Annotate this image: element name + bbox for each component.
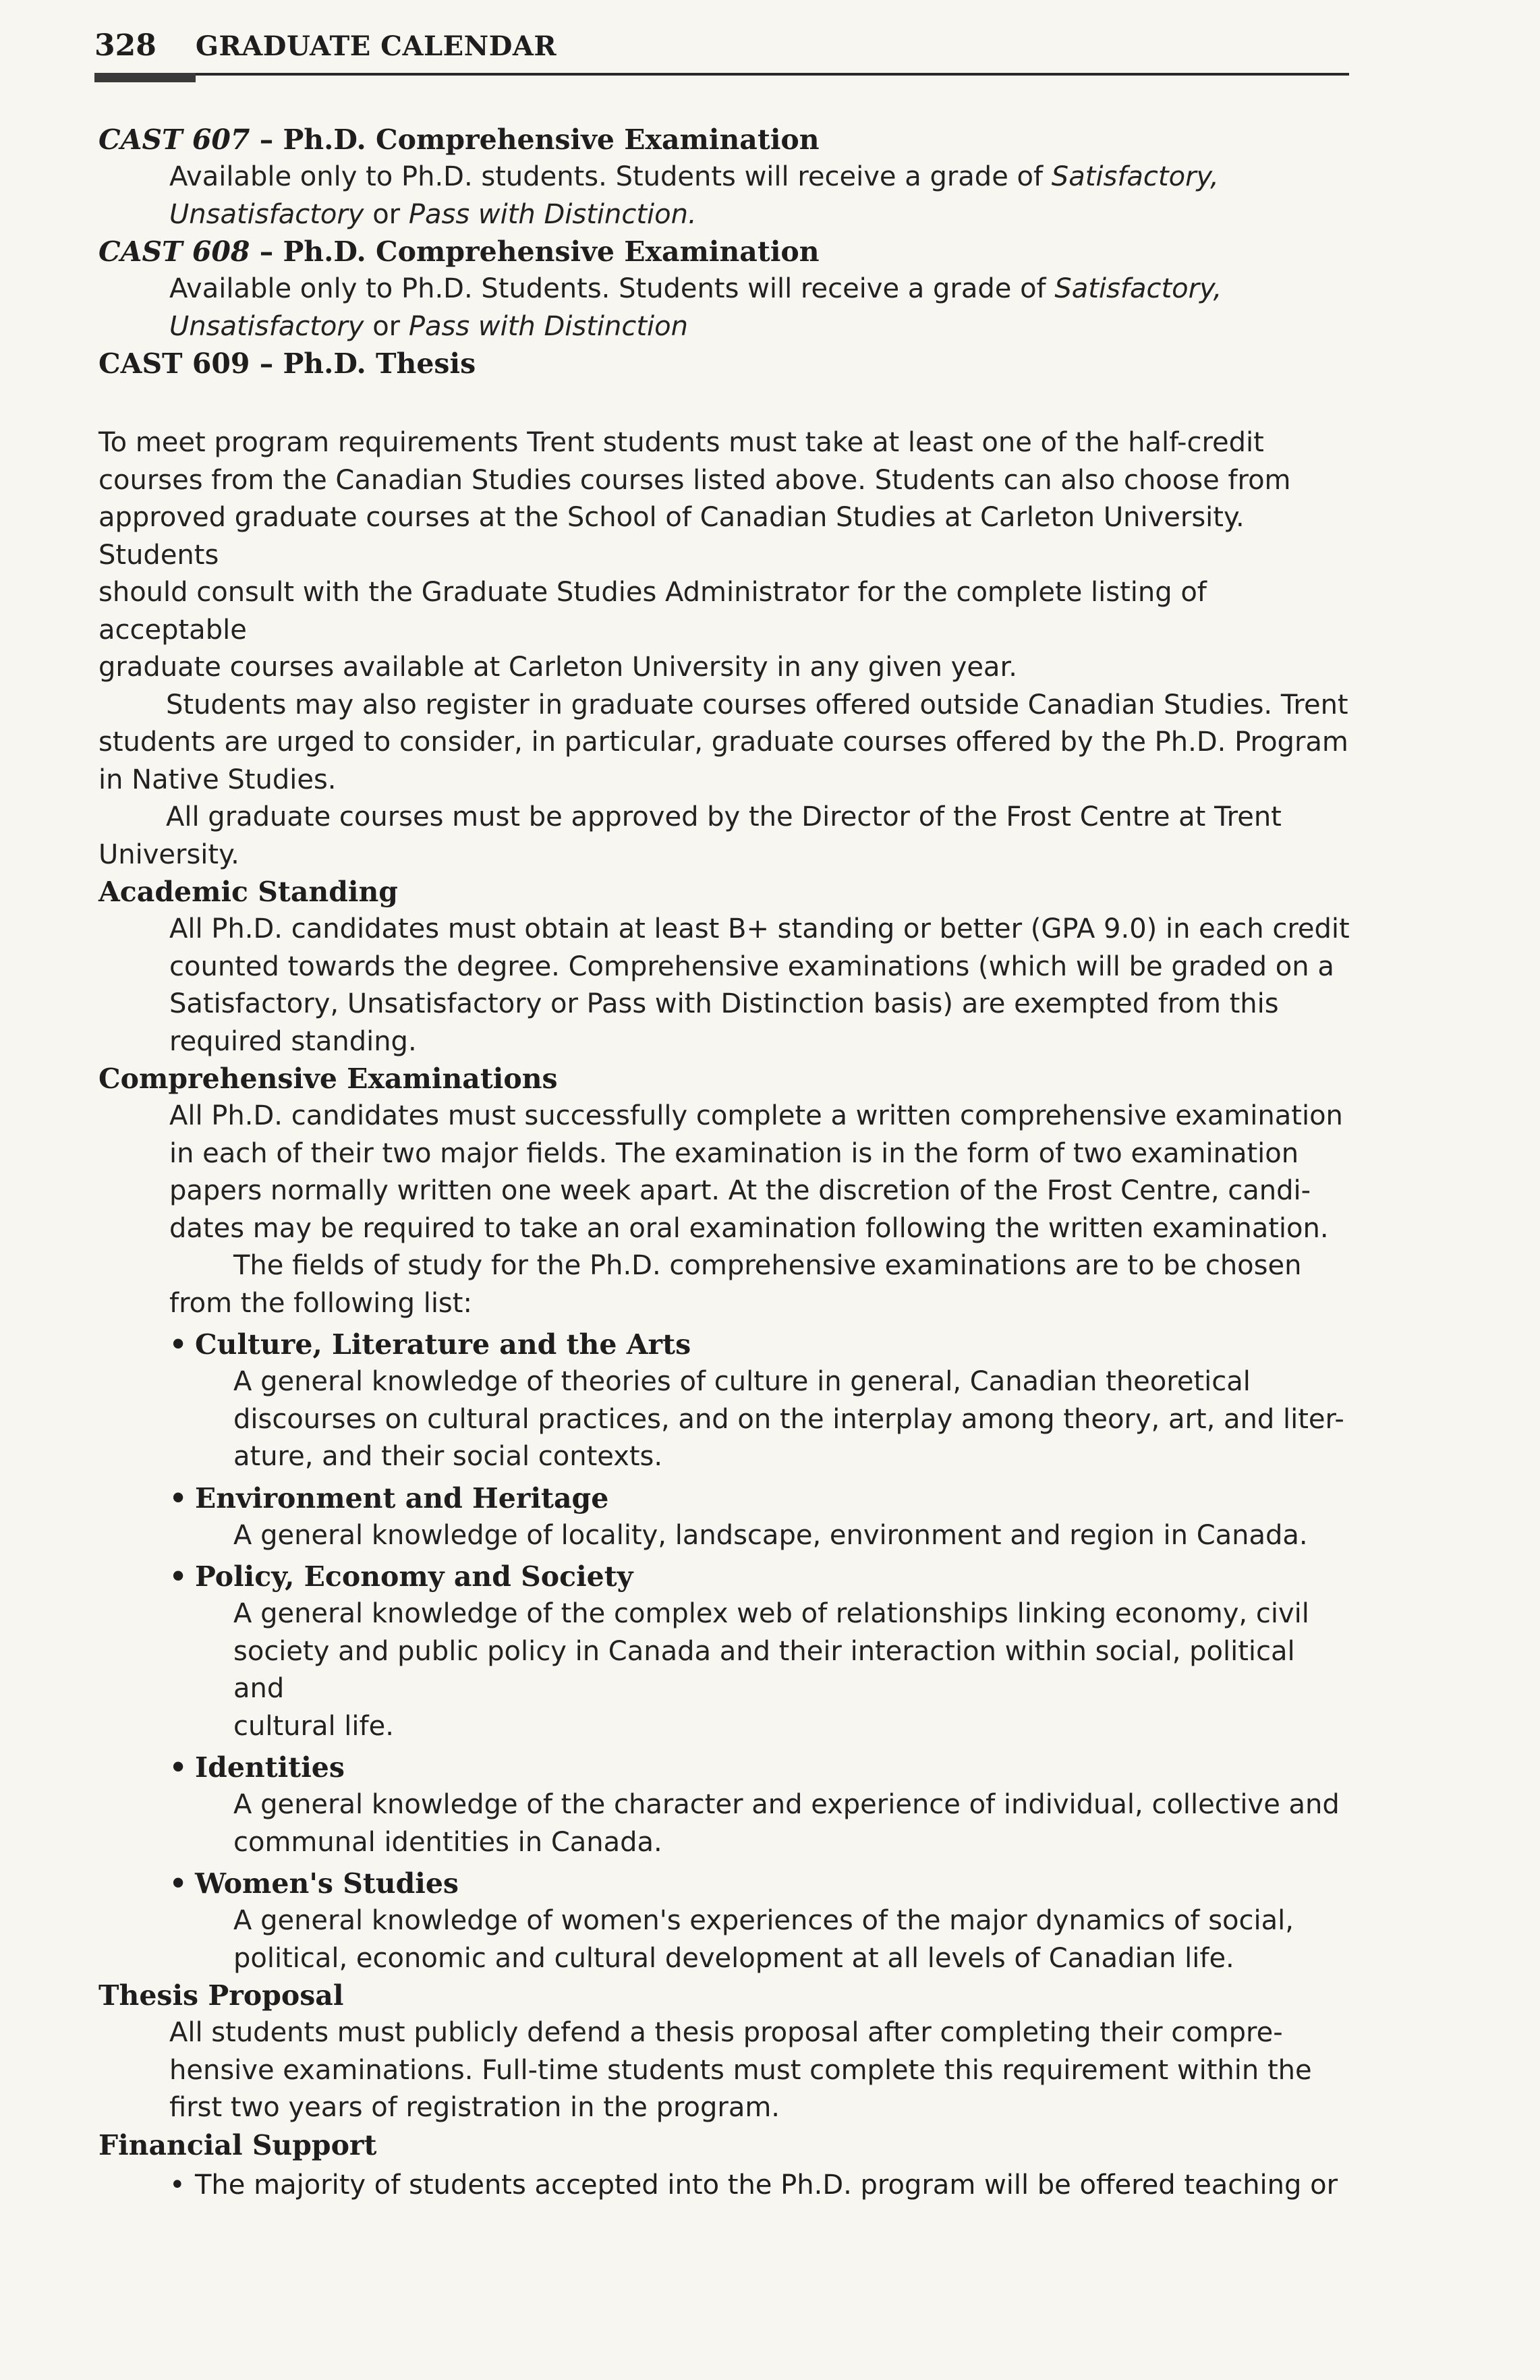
course-heading-cast608 [98, 233, 1353, 271]
course-title: – Ph.D. Comprehensive Examination [250, 235, 820, 268]
field-title: Culture, Literature and the Arts [195, 1328, 691, 1361]
bullet-icon: • [169, 1560, 188, 1593]
program-paragraph-1: To meet program requirements Trent students must take at least one of the half-credit courses from the Canadian Studies courses listed above. Students can also choose from approved graduate courses at the School of Canadian Studies at Carleton University. Students should consult with the Graduate Studies Administrator for the complete listing of acceptable graduate courses available at Carleton University in any given year. [98, 427, 1291, 683]
program-paragraph-3: All graduate courses must be approved by the Director of the Frost Centre at Trent University. [98, 801, 1282, 870]
course-description-line: Unsatisfactory or Pass with Distinction [169, 310, 688, 342]
section-heading-academic-standing: Academic Standing [98, 876, 398, 908]
course-code: CAST 607 [98, 123, 250, 156]
academic-standing-text: All Ph.D. candidates must obtain at least B+ standing or better (GPA 9.0) in each credit counted towards the degree. Comprehensive examinations (which will be graded on a Satisfactory, Unsatisfactory or Pass with Distinction basis) are exempted from this required standing. [169, 913, 1350, 1057]
field-list [98, 1326, 1353, 1977]
field-title: Policy, Economy and Society [195, 1560, 633, 1593]
course-heading-cast607 [98, 121, 1353, 159]
course-description-line: Available only to Ph.D. Students. Students will receive a grade of Satisfactory, [169, 273, 1222, 304]
page-number: 328 [94, 28, 156, 63]
field-item: • Identities A general knowledge of the character and experience of individual, collective and communal identities in Canada. [98, 1749, 1353, 1861]
field-title: Environment and Heritage [195, 1481, 609, 1514]
field-item: • Women's Studies A general knowledge of women's experiences of the major dynamics of social, political, economic and cultural development at all levels of Canadian life. [98, 1865, 1353, 1977]
bullet-icon: • [169, 2169, 186, 2201]
section-heading-thesis-proposal: Thesis Proposal [98, 1979, 344, 2012]
course-description-line: Available only to Ph.D. students. Students will receive a grade of Satisfactory, [169, 161, 1219, 192]
page-content [98, 121, 1353, 2204]
course-title: – Ph.D. Comprehensive Examination [250, 123, 820, 156]
header-rule [94, 73, 1349, 76]
page-header [94, 28, 1349, 63]
bullet-icon: • [169, 1481, 188, 1514]
comprehensive-text: All Ph.D. candidates must successfully complete a written comprehensive examination in each of their two major fields. The examination is in the form of two examination papers normally written one week apart. At the discretion of the Frost Centre, candi- dates may be required to take an oral examination following the written examination. The fields of study for the Ph.D. comprehensive examinations are to be chosen from the following list: [169, 1100, 1343, 1319]
field-title: Women's Studies [195, 1867, 459, 1900]
bullet-icon: • [169, 1328, 188, 1361]
financial-support-bullet: • The majority of students accepted into the Ph.D. program will be offered teaching or [98, 2167, 1353, 2205]
course-code: CAST 608 [98, 235, 250, 268]
field-title: Identities [195, 1751, 345, 1784]
field-item: • Culture, Literature and the Arts A general knowledge of theories of culture in general, Canadian theoretical discourses on cultural practices, and on the interplay among theory, art, and liter- ature, and their social contexts. [98, 1326, 1353, 1476]
field-item: • Environment and Heritage A general knowledge of locality, landscape, environment and region in Canada. [98, 1480, 1353, 1555]
header-rule-block [94, 73, 196, 82]
bullet-icon: • [169, 1867, 188, 1900]
field-item: • Policy, Economy and Society A general knowledge of the complex web of relationships linking economy, civil society and public policy in Canada and their interaction within social, political and cultural life. [98, 1558, 1353, 1745]
section-heading-comprehensive-examinations: Comprehensive Examinations [98, 1062, 558, 1095]
section-heading-financial-support: Financial Support [98, 2128, 377, 2161]
course-heading-cast609: CAST 609 – Ph.D. Thesis [98, 347, 476, 380]
course-description-line: Unsatisfactory or Pass with Distinction. [169, 198, 697, 230]
thesis-proposal-text: All students must publicly defend a thesis proposal after completing their compre- hensive examinations. Full-time students must complete this requirement within the first two years of registration in the program. [169, 2017, 1312, 2123]
running-title: GRADUATE CALENDAR [195, 30, 557, 62]
program-paragraph-2: Students may also register in graduate courses offered outside Canadian Studies. Trent students are urged to consider, in particular, graduate courses offered by the Ph.D. Program in Native Studies. [98, 689, 1348, 795]
bullet-icon: • [169, 1751, 188, 1784]
